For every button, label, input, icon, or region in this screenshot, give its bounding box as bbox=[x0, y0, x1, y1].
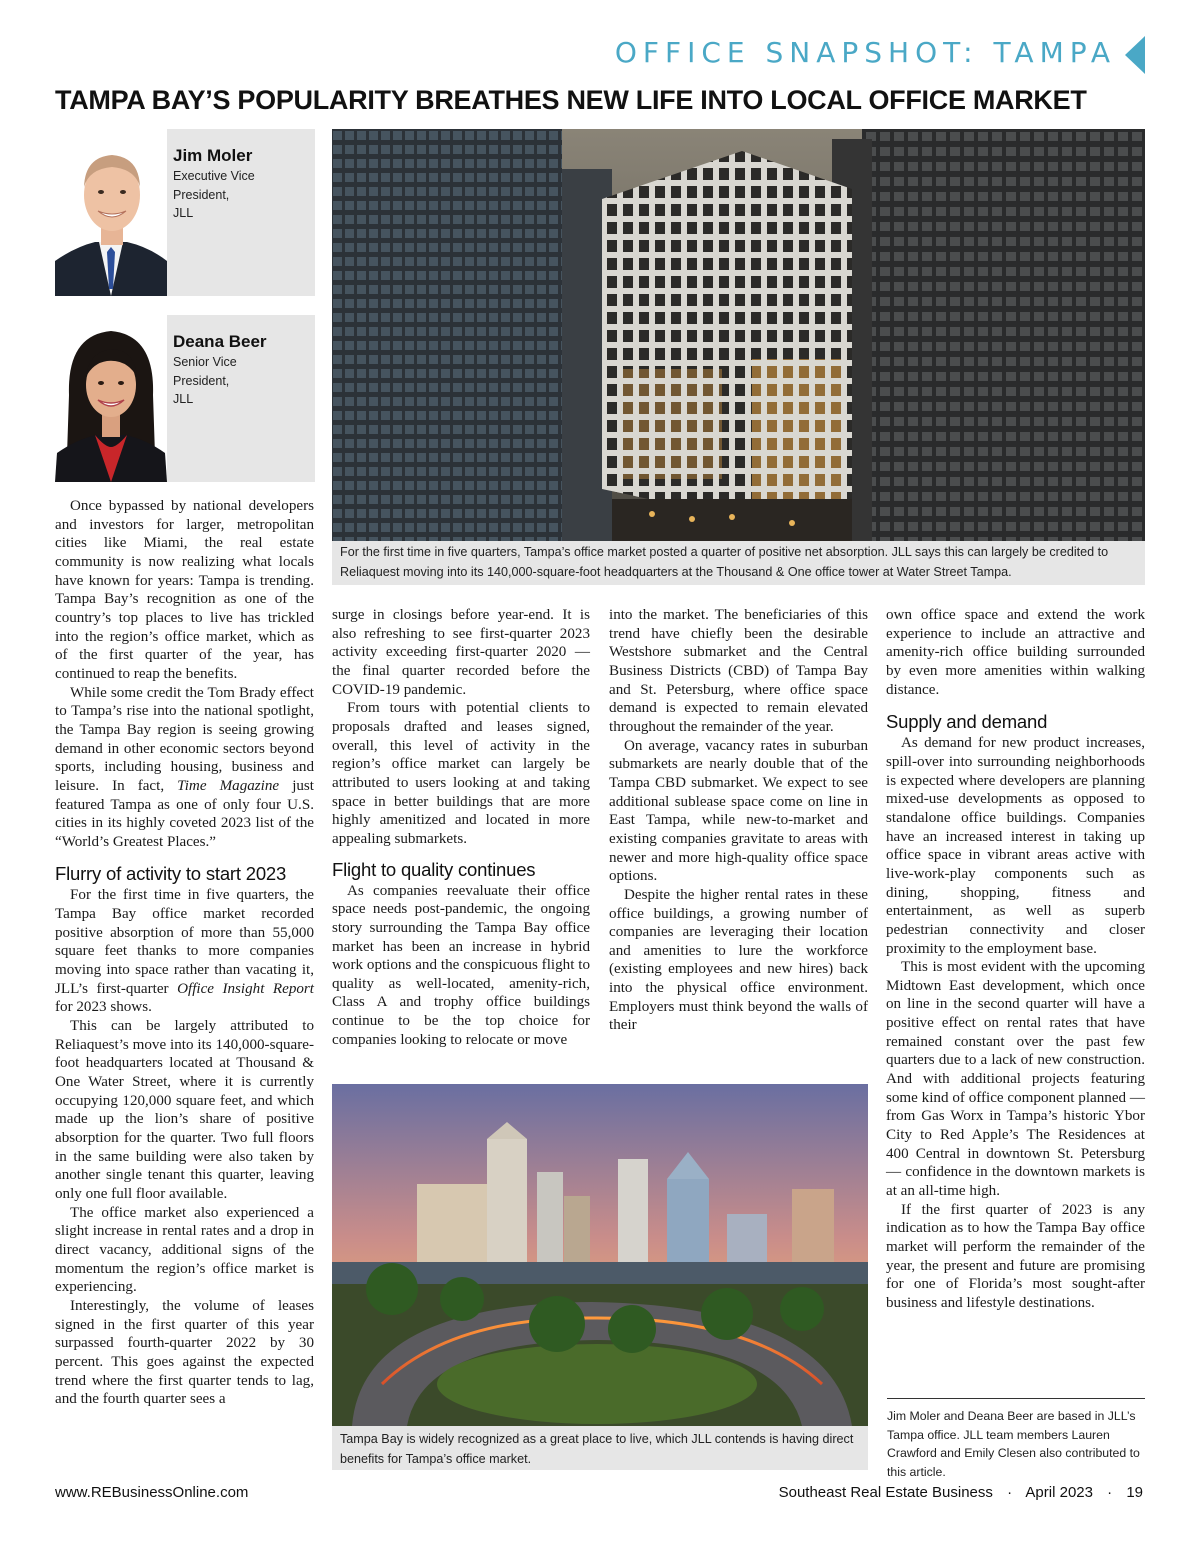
paragraph: On average, vacancy rates in suburban submarkets are nearly double that of the Tampa CBD submarket. We expect to see additional sublease space come on line in East Tampa, while new-to-market and existing companies gravitate to areas with newer and more high-quality office space options. bbox=[609, 737, 868, 885]
section-label: OFFICE SNAPSHOT: TAMPA bbox=[614, 36, 1116, 69]
author-title-line: President, bbox=[173, 373, 230, 388]
paragraph: surge in closings before year-end. It is also refreshing to see first-quarter 2023 activity exceeding first-quarter 2020 — the final quarter recorded before the COVID-19 pandemic. bbox=[332, 607, 590, 698]
author-photo-deana-beer bbox=[55, 315, 167, 482]
author-name: Jim Moler bbox=[173, 146, 253, 165]
photo-office-towers bbox=[332, 129, 1145, 541]
tampa-skyline-image bbox=[332, 1084, 868, 1426]
footer-publication-info bbox=[779, 1484, 1143, 1501]
author-title-line: Senior Vice bbox=[173, 355, 237, 369]
author-photo-jim-moler bbox=[55, 129, 167, 296]
section-arrow-icon bbox=[1125, 36, 1145, 74]
author-card-jim-moler bbox=[55, 129, 315, 296]
paragraph: This is most evident with the upcoming Midtown East development, which once on line in the second quarter will have a positive effect on rental rates that have remained constant over the past few quarters due to a lack of new construction. And with additional projects featuring some kind of office component planned — from Gas Worx in Tampa’s historic Ybor City to Red Apple’s The Residences at 400 Central in downtown St. Petersburg — confidence in the downtown markets is at an all-time high. bbox=[886, 959, 1145, 1200]
report-name: Office Insight Report bbox=[177, 980, 314, 997]
article-column-2 bbox=[332, 606, 590, 1049]
author-title bbox=[173, 167, 308, 223]
author-title-line: JLL bbox=[173, 392, 194, 406]
paragraph: Once bypassed by national developers and investors for larger, metropolitan cities like Miami, the real estate community is now realizing what locals have known for years: Tampa is trending. Tampa Bay’s recognition as one of the country’s top places to live has trickled into the region’s office market, which as of the first quarter of the year, has continued to reap the benefits. bbox=[55, 498, 314, 682]
caption-bottom: Tampa Bay is widely recognized as a great place to live, which JLL contends is having direct benefits for Tampa’s office market. bbox=[332, 1426, 868, 1470]
author-title-line: JLL bbox=[173, 206, 194, 220]
article-column-3 bbox=[609, 606, 868, 1035]
paragraph bbox=[55, 684, 314, 852]
paragraph: If the first quarter of 2023 is any indication as to how the Tampa Bay office market will perform the remainder of the year, the present and future are promising for one of Florida’s most sought-after business and lifestyle destinations. bbox=[886, 1201, 1145, 1311]
paragraph: As companies reevaluate their office space needs post-pandemic, the ongoing story surrounding the Tampa Bay office market has been an increase in hybrid work options and the conspicuous flight to quality as well-located, amenity-rich, Class A and trophy office buildings continue to be the top choice for companies looking to relocate or move bbox=[332, 882, 590, 1048]
paragraph: into the market. The beneficiaries of this trend have chiefly been the desirable Westshore submarket and the Central Business Districts (CBD) of Tampa Bay and St. Petersburg, where office space demand is expected to remain elevated throughout the remainder of the year. bbox=[609, 607, 868, 735]
paragraph: From tours with potential clients to proposals drafted and leases signed, overall, this level of activity in the region’s office market can largely be attributed to users looking at and taking space in better buildings that are more highly amenitized and located in more appealing submarkets. bbox=[332, 700, 590, 847]
subhead-flight: Flight to quality continues bbox=[332, 858, 536, 880]
subhead-supply: Supply and demand bbox=[886, 711, 1048, 733]
paragraph: Despite the higher rental rates in these office buildings, a growing number of companies are leveraging their location and amenities to lure the workforce (existing employees and new hires) back into the physical office environment. Employers must think beyond the walls of their bbox=[609, 886, 868, 1034]
author-note: Jim Moler and Deana Beer are based in JLL’s Tampa office. JLL team members Lauren Crawford and Emily Clesen also contributed to this article. bbox=[887, 1398, 1145, 1481]
article-column-4 bbox=[886, 606, 1145, 1313]
text-run: for 2023 shows. bbox=[55, 999, 152, 1016]
text-run: For the first time in five quarters, the Tampa Bay office market recorded positive absorption of more than 55,000 square feet thanks to more companies moving into space rather than vacating it, JLL’s first-quarter bbox=[55, 887, 314, 997]
paragraph: The office market also experienced a slight increase in rental rates and a drop in direct vacancy, additional signs of the momentum the region’s office market is experiencing. bbox=[55, 1204, 314, 1296]
author-card-deana-beer bbox=[55, 315, 315, 482]
text-run: just featured Tampa as one of only four U.S. cities in its highly coveted 2023 list of the “World’s Greatest Places.” bbox=[55, 777, 314, 850]
separator: · bbox=[1007, 1484, 1013, 1501]
paragraph: As demand for new product increases, spill-over into surrounding neighborhoods is expected where developers are planning mixed-use developments as opposed to standalone office buildings. Companies have an increased interest in taking up office space in vibrant areas active with live-work-play components such as dining, shopping, fitness and entertainment, as well as superb pedestrian connectivity and closer proximity to the employment base. bbox=[886, 735, 1145, 957]
headline: TAMPA BAY’S POPULARITY BREATHES NEW LIFE INTO LOCAL OFFICE MARKET bbox=[55, 85, 1087, 115]
magazine-name: Time Magazine bbox=[177, 777, 280, 794]
publication-name: Southeast Real Estate Business bbox=[778, 1484, 993, 1501]
issue-date: April 2023 bbox=[1025, 1484, 1093, 1501]
portrait-woman-image bbox=[55, 315, 167, 482]
separator: · bbox=[1107, 1484, 1113, 1501]
text-run: While some credit the Tom Brady effect to Tampa’s rise into the national spotlight, the Tampa Bay region is seeing growing demand in other economic sectors beyond sports, including housing, business and leisure. In fact, bbox=[55, 684, 314, 794]
footer-website-link[interactable]: www.REBusinessOnline.com bbox=[55, 1484, 249, 1501]
article-column-1 bbox=[55, 497, 314, 1409]
paragraph: own office space and extend the work experience to include an attractive and amenity-rich office building surrounded by even more amenities within walking distance. bbox=[886, 607, 1145, 698]
caption-top: For the first time in five quarters, Tampa’s office market posted a quarter of positive net absorption. JLL says this can largely be credited to Reliaquest moving into its 140,000-square-foot headquarters at the Thousand & One office tower at Water Street Tampa. bbox=[332, 541, 1145, 585]
paragraph: This can be largely attributed to Reliaquest’s move into its 140,000-square-foot headquarters located at Thousand & One Water Street, where it is currently occupying 120,000 square feet, and which made up the lion’s share of positive absorption for the quarter. Two full floors in the same building were also taken by another single tenant this quarter, leaving only one full floor available. bbox=[55, 1018, 314, 1202]
office-towers-image bbox=[332, 129, 1145, 541]
portrait-man-image bbox=[55, 129, 167, 296]
paragraph: Interestingly, the volume of leases signed in the first quarter of this year surpassed fourth-quarter 2022 by 30 percent. This goes against the expected trend where the first quarter tends to lag, and the fourth quarter sees a bbox=[55, 1297, 314, 1408]
author-title bbox=[173, 353, 308, 409]
author-name: Deana Beer bbox=[173, 332, 267, 351]
page-number: 19 bbox=[1126, 1484, 1143, 1501]
paragraph bbox=[55, 886, 314, 1017]
photo-tampa-skyline bbox=[332, 1084, 868, 1426]
author-title-line: Executive Vice bbox=[173, 169, 255, 183]
subhead-flurry: Flurry of activity to start 2023 bbox=[55, 863, 287, 885]
author-title-line: President, bbox=[173, 187, 230, 202]
